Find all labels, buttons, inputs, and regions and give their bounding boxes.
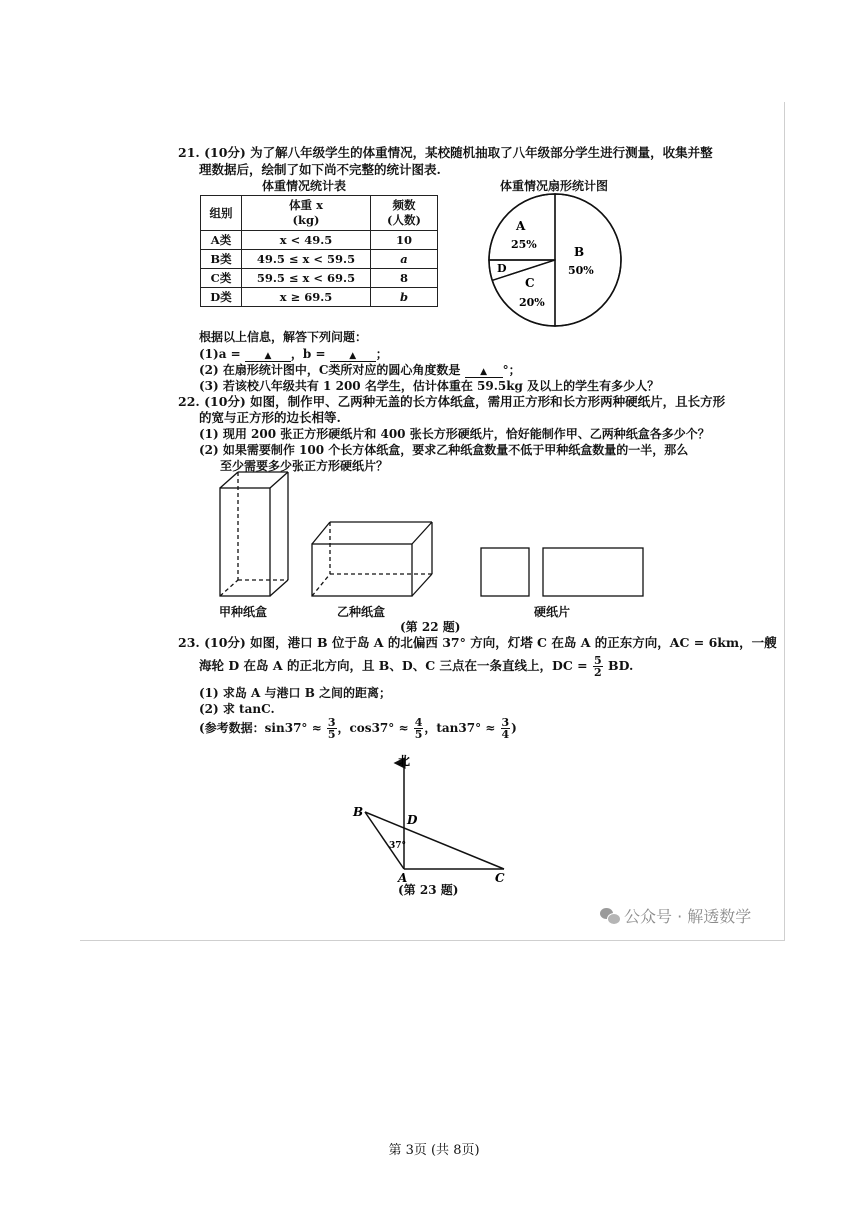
table-title: 体重情况统计表 bbox=[262, 179, 347, 193]
answer-blank-a bbox=[245, 347, 291, 362]
pie-label-d: D bbox=[497, 262, 507, 275]
header-weight-label: 体重 x bbox=[289, 198, 323, 212]
answer-blank-b bbox=[330, 347, 376, 362]
ref-tan: ，tan37° ≈ bbox=[424, 721, 496, 735]
pie-label-b-pct: 50% bbox=[568, 264, 594, 277]
ref-end: ) bbox=[511, 721, 517, 735]
table-row bbox=[201, 288, 438, 307]
north-label: 北 bbox=[398, 754, 411, 768]
pie-label-b: B bbox=[574, 245, 585, 259]
q22-figure bbox=[210, 466, 660, 602]
q21-line2: 理数据后，绘制了如下尚不完整的统计图表. bbox=[199, 162, 441, 177]
cell-freq: 8 bbox=[371, 269, 438, 288]
fraction-4-5 bbox=[414, 717, 424, 740]
cell-range: x ≥ 69.5 bbox=[242, 288, 371, 307]
q21-prompt: 根据以上信息，解答下列问题： bbox=[199, 330, 368, 344]
q21-line1: 21. (10分) 为了解八年级学生的体重情况，某校随机抽取了八年级部分学生进行测量，收集并整 bbox=[178, 145, 713, 160]
pie-label-c-pct: 20% bbox=[519, 296, 545, 309]
part1-a-label: (1)a = bbox=[199, 347, 241, 361]
q23-line2-post: BD. bbox=[608, 658, 634, 673]
weight-table bbox=[200, 195, 438, 307]
ref-cos: ，cos37° ≈ bbox=[337, 721, 409, 735]
frac-numerator: 3 bbox=[327, 716, 336, 729]
pie-label-a: A bbox=[516, 219, 526, 233]
segment-bc bbox=[365, 812, 504, 869]
cell-freq: b bbox=[371, 288, 438, 307]
q23-reference bbox=[199, 717, 517, 740]
pie-chart bbox=[480, 192, 630, 332]
cell-group: C类 bbox=[201, 269, 242, 288]
header-freq-label: 频数 bbox=[392, 198, 416, 212]
q23-line1: 23. (10分) 如图，港口 B 位于岛 A 的北偏西 37° 方向，灯塔 C 在岛 A 的正东方向，AC = 6km，一艘 bbox=[178, 635, 777, 650]
watermark bbox=[600, 904, 751, 927]
point-a-label: A bbox=[398, 871, 408, 885]
part1-b-label: ，b = bbox=[290, 347, 326, 361]
header-weight-unit: (kg) bbox=[292, 213, 320, 227]
table-row bbox=[201, 231, 438, 250]
cell-group: A类 bbox=[201, 231, 242, 250]
cell-range: 59.5 ≤ x < 69.5 bbox=[242, 269, 371, 288]
part1-end: ； bbox=[375, 347, 388, 361]
q23-part1: (1) 求岛 A 与港口 B 之间的距离； bbox=[199, 686, 392, 700]
cell-freq: a bbox=[371, 250, 438, 269]
header-freq-unit: (人数) bbox=[387, 213, 421, 227]
box-jia-drawing bbox=[220, 472, 288, 596]
label-box-jia: 甲种纸盒 bbox=[219, 605, 268, 619]
cell-range: 49.5 ≤ x < 59.5 bbox=[242, 250, 371, 269]
part2-end: °； bbox=[502, 363, 521, 377]
q22-line1: 22. (10分) 如图，制作甲、乙两种无盖的长方体纸盒，需用正方形和长方形两种硬纸片，且长方形 bbox=[178, 394, 726, 409]
pie-title: 体重情况扇形统计图 bbox=[500, 179, 609, 193]
q23-part2: (2) 求 tanC. bbox=[199, 702, 275, 716]
frac-denominator: 2 bbox=[593, 666, 602, 679]
fraction-3-5 bbox=[327, 717, 337, 740]
table-row bbox=[201, 269, 438, 288]
part2-text: (2) 在扇形统计图中，C类所对应的圆心角度数是 bbox=[199, 363, 461, 377]
q22-part2-line1: (2) 如果需要制作 100 个长方体纸盒，要求乙种纸盒数量不低于甲种纸盒数量的一半，那么 bbox=[199, 443, 689, 457]
q21-part1 bbox=[199, 345, 388, 362]
frac-numerator: 4 bbox=[414, 716, 423, 729]
table-row bbox=[201, 250, 438, 269]
q23-caption: (第 23 题) bbox=[398, 883, 459, 897]
square-card bbox=[481, 548, 529, 596]
cell-group: D类 bbox=[201, 288, 242, 307]
q22-line2: 的宽与正方形的边长相等. bbox=[199, 410, 341, 425]
frac-denominator: 5 bbox=[327, 728, 336, 741]
triangle-mark: ▲ bbox=[349, 351, 357, 361]
pie-label-c: C bbox=[525, 276, 535, 290]
frac-denominator: 4 bbox=[501, 728, 510, 741]
frac-denominator: 5 bbox=[414, 728, 423, 741]
q23-line2-pre: 海轮 D 在岛 A 的正北方向，且 B、D、C 三点在一条直线上，DC = bbox=[199, 658, 588, 673]
label-cards: 硬纸片 bbox=[534, 605, 571, 619]
q22-part1: (1) 现用 200 张正方形硬纸片和 400 张长方形硬纸片，恰好能制作甲、乙两种纸盒各多少个？ bbox=[199, 427, 710, 441]
cell-freq: 10 bbox=[371, 231, 438, 250]
header-group: 组别 bbox=[201, 196, 242, 231]
rect-card bbox=[543, 548, 643, 596]
fraction-5-2 bbox=[593, 655, 603, 678]
frac-numerator: 5 bbox=[593, 654, 602, 667]
page-footer: 第 3页 (共 8页) bbox=[388, 1143, 480, 1158]
table-header-row bbox=[201, 196, 438, 231]
header-freq bbox=[371, 196, 438, 231]
q21-part3: (3) 若该校八年级共有 1 200 名学生，估计体重在 59.5kg 及以上的学生有多少人？ bbox=[199, 379, 660, 393]
box-yi-drawing bbox=[312, 522, 432, 596]
cell-group: B类 bbox=[201, 250, 242, 269]
q23-line2 bbox=[199, 655, 633, 678]
ref-sin: (参考数据：sin37° ≈ bbox=[199, 721, 322, 735]
answer-blank-angle bbox=[465, 363, 503, 378]
triangle-mark: ▲ bbox=[264, 351, 272, 361]
pie-slice-b bbox=[555, 194, 621, 326]
q21-part2 bbox=[199, 361, 521, 378]
point-c-label: C bbox=[495, 871, 505, 885]
wechat-icon bbox=[600, 908, 620, 924]
triangle-mark: ▲ bbox=[480, 367, 488, 377]
cell-range: x < 49.5 bbox=[242, 231, 371, 250]
angle-label: 37° bbox=[389, 841, 407, 851]
frac-numerator: 3 bbox=[501, 716, 510, 729]
watermark-text: 公众号 · 解透数学 bbox=[624, 907, 752, 926]
q22-caption: (第 22 题) bbox=[400, 620, 461, 634]
fraction-3-4 bbox=[501, 717, 511, 740]
point-b-label: B bbox=[353, 805, 364, 819]
q22-part2-line2: 至少需要多少张正方形硬纸片？ bbox=[220, 459, 389, 473]
point-d-label: D bbox=[407, 813, 418, 827]
label-box-yi: 乙种纸盒 bbox=[337, 605, 386, 619]
q23-figure bbox=[340, 745, 520, 885]
pie-label-a-pct: 25% bbox=[511, 238, 537, 251]
header-weight bbox=[242, 196, 371, 231]
